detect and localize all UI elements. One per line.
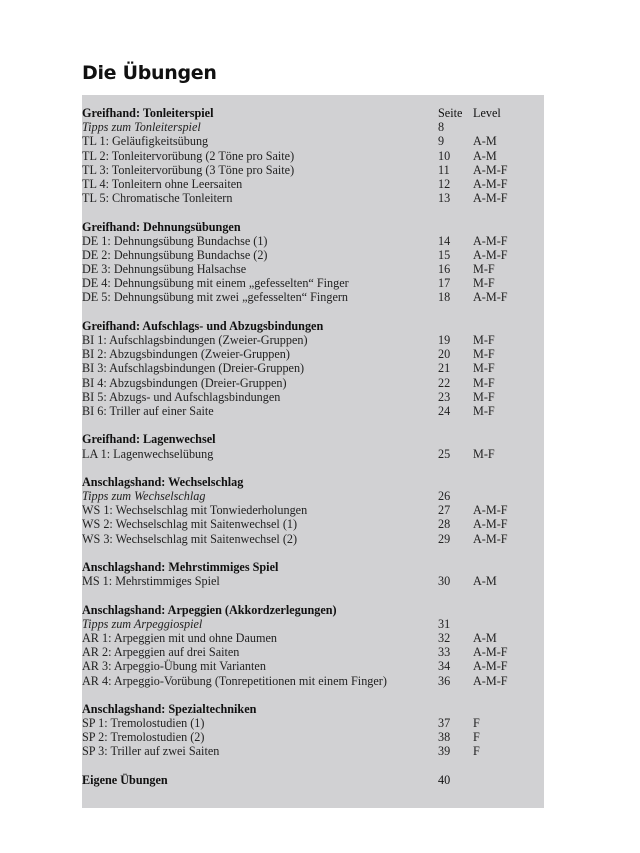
entry-title: SP 1: Tremolostudien (1) <box>82 716 205 731</box>
entry-page: 10 <box>438 148 451 163</box>
entry-title: Tipps zum Tonleiterspiel <box>82 120 201 135</box>
exercise-entry <box>82 659 522 673</box>
exercise-entry <box>82 517 522 531</box>
entry-title: AR 3: Arpeggio-Übung mit Varianten <box>82 659 266 674</box>
entry-page: 16 <box>438 262 451 277</box>
entry-level: M-F <box>473 403 495 418</box>
entry-level: A-M-F <box>473 517 508 532</box>
page-title: Die Übungen <box>82 62 217 84</box>
exercise-entry <box>82 262 522 276</box>
section-page-number: 40 <box>438 772 451 787</box>
section-heading <box>82 773 522 787</box>
entry-page: 27 <box>438 503 451 518</box>
entry-title: AR 2: Arpeggien auf drei Saiten <box>82 645 240 660</box>
section-spacer <box>82 688 522 702</box>
entry-title: TL 1: Geläufigkeitsübung <box>82 134 209 149</box>
exercise-entry <box>82 674 522 688</box>
section-heading <box>82 560 522 574</box>
entry-title: BI 5: Abzugs- und Aufschlagsbindungen <box>82 389 281 404</box>
exercise-entry <box>82 191 522 205</box>
entry-page: 23 <box>438 389 451 404</box>
exercise-entry <box>82 503 522 517</box>
entry-page: 12 <box>438 176 451 191</box>
entry-page: 24 <box>438 403 451 418</box>
entry-title: BI 1: Aufschlagsbindungen (Zweier-Gruppen) <box>82 333 308 347</box>
exercise-entry <box>82 404 522 418</box>
entry-page: 36 <box>438 673 451 688</box>
entry-page: 19 <box>438 333 451 347</box>
exercise-entry <box>82 248 522 262</box>
entry-level: A-M <box>473 574 497 589</box>
entry-page: 31 <box>438 616 451 631</box>
entry-page: 8 <box>438 120 445 135</box>
entry-title: DE 1: Dehnungsübung Bundachse (1) <box>82 233 268 248</box>
entry-level: F <box>473 744 480 759</box>
entry-page: 20 <box>438 347 451 362</box>
section-spacer <box>82 305 522 319</box>
section-spacer <box>82 759 522 773</box>
entry-level: M-F <box>473 446 495 461</box>
tips-entry <box>82 489 522 503</box>
entry-page: 39 <box>438 744 451 759</box>
entry-page: 28 <box>438 517 451 532</box>
entry-page: 11 <box>438 162 450 177</box>
entry-title: BI 6: Triller auf einer Saite <box>82 403 214 418</box>
entry-page: 14 <box>438 233 451 248</box>
exercise-entry <box>82 744 522 758</box>
section-spacer <box>82 588 522 602</box>
section-heading <box>82 106 522 120</box>
section-heading-label: Anschlagshand: Wechselschlag <box>82 474 244 489</box>
entry-page: 18 <box>438 290 451 305</box>
section-heading <box>82 319 522 333</box>
entry-level: A-M-F <box>473 290 508 305</box>
entry-title: BI 3: Aufschlagsbindungen (Dreier-Gruppen) <box>82 361 305 376</box>
section-heading-label: Greifhand: Tonleiterspiel <box>82 106 214 120</box>
exercise-entry <box>82 447 522 461</box>
entry-level: F <box>473 730 480 745</box>
exercise-entry <box>82 532 522 546</box>
entry-title: WS 3: Wechselschlag mit Saitenwechsel (2) <box>82 531 298 546</box>
entry-level: A-M-F <box>473 645 508 660</box>
entry-page: 38 <box>438 730 451 745</box>
entry-level: M-F <box>473 347 495 362</box>
entry-level: M-F <box>473 389 495 404</box>
entry-page: 13 <box>438 191 451 206</box>
exercise-entry <box>82 347 522 361</box>
entry-page: 34 <box>438 659 451 674</box>
entry-level: A-M <box>473 148 497 163</box>
exercise-entry <box>82 163 522 177</box>
entry-title: AR 1: Arpeggien mit und ohne Daumen <box>82 630 277 645</box>
entry-title: DE 5: Dehnungsübung mit zwei „gefesselten“ Fingern <box>82 290 349 305</box>
entry-level: A-M-F <box>473 673 508 688</box>
page-column-header: Seite <box>438 106 463 120</box>
entry-level: A-M-F <box>473 659 508 674</box>
entry-title: DE 3: Dehnungsübung Halsachse <box>82 262 247 277</box>
entry-title: MS 1: Mehrstimmiges Spiel <box>82 574 220 589</box>
entry-page: 9 <box>438 134 445 149</box>
entry-level: A-M-F <box>473 233 508 248</box>
entry-page: 33 <box>438 645 451 660</box>
entry-page: 15 <box>438 247 451 262</box>
tips-entry <box>82 120 522 134</box>
section-heading-label: Anschlagshand: Spezialtechniken <box>82 701 257 716</box>
exercise-entry <box>82 390 522 404</box>
entry-level: M-F <box>473 333 495 347</box>
section-heading-label: Greifhand: Dehnungsübungen <box>82 219 241 234</box>
entry-title: BI 2: Abzugsbindungen (Zweier-Gruppen) <box>82 347 290 362</box>
entry-page: 29 <box>438 531 451 546</box>
section-spacer <box>82 546 522 560</box>
exercise-entry <box>82 730 522 744</box>
entry-title: TL 5: Chromatische Tonleitern <box>82 191 233 206</box>
section-heading <box>82 432 522 446</box>
exercise-entry <box>82 376 522 390</box>
entry-level: A-M <box>473 630 497 645</box>
section-spacer <box>82 418 522 432</box>
section-heading <box>82 702 522 716</box>
entry-level: A-M <box>473 134 497 149</box>
entry-title: DE 4: Dehnungsübung mit einem „gefesselten“ Finger <box>82 276 349 291</box>
entry-title: WS 2: Wechselschlag mit Saitenwechsel (1) <box>82 517 298 532</box>
entry-level: M-F <box>473 262 495 277</box>
exercise-entry <box>82 645 522 659</box>
exercise-entry <box>82 574 522 588</box>
section-heading <box>82 603 522 617</box>
section-heading-label: Greifhand: Aufschlags- und Abzugsbindungen <box>82 318 324 333</box>
entry-page: 26 <box>438 489 451 504</box>
entry-title: TL 3: Tonleitervorübung (3 Töne pro Saite) <box>82 162 295 177</box>
entry-title: WS 1: Wechselschlag mit Tonwiederholungen <box>82 503 308 518</box>
entry-title: SP 3: Triller auf zwei Saiten <box>82 744 220 759</box>
entry-title: AR 4: Arpeggio-Vorübung (Tonrepetitionen mit einem Finger) <box>82 673 387 688</box>
section-heading-label: Anschlagshand: Arpeggien (Akkordzerlegungen) <box>82 602 337 617</box>
entry-page: 22 <box>438 375 451 390</box>
entry-title: TL 4: Tonleitern ohne Leersaiten <box>82 176 243 191</box>
tips-entry <box>82 617 522 631</box>
exercise-entry <box>82 149 522 163</box>
entry-page: 37 <box>438 716 451 731</box>
entry-page: 25 <box>438 446 451 461</box>
entry-page: 17 <box>438 276 451 291</box>
exercise-entry <box>82 134 522 148</box>
entry-level: F <box>473 716 480 731</box>
entry-title: Tipps zum Arpeggiospiel <box>82 616 203 631</box>
entry-level: A-M-F <box>473 176 508 191</box>
exercise-entry <box>82 333 522 347</box>
section-spacer <box>82 205 522 219</box>
exercise-entry <box>82 276 522 290</box>
entry-level: A-M-F <box>473 503 508 518</box>
entry-title: BI 4: Abzugsbindungen (Dreier-Gruppen) <box>82 375 287 390</box>
exercise-entry <box>82 234 522 248</box>
exercise-entry <box>82 631 522 645</box>
entry-level: A-M-F <box>473 162 508 177</box>
entry-title: DE 2: Dehnungsübung Bundachse (2) <box>82 247 268 262</box>
entry-page: 30 <box>438 574 451 589</box>
exercise-entry <box>82 177 522 191</box>
section-heading-label: Anschlagshand: Mehrstimmiges Spiel <box>82 560 279 574</box>
entry-level: M-F <box>473 361 495 376</box>
entry-level: A-M-F <box>473 531 508 546</box>
section-heading <box>82 475 522 489</box>
entry-page: 32 <box>438 630 451 645</box>
exercise-entry <box>82 290 522 304</box>
entry-title: SP 2: Tremolostudien (2) <box>82 730 205 745</box>
entry-title: TL 2: Tonleitervorübung (2 Töne pro Saite) <box>82 148 295 163</box>
entry-title: LA 1: Lagenwechselübung <box>82 446 214 461</box>
exercise-entry <box>82 361 522 375</box>
entry-level: A-M-F <box>473 191 508 206</box>
entry-level: M-F <box>473 375 495 390</box>
section-spacer <box>82 461 522 475</box>
section-heading <box>82 220 522 234</box>
entry-title: Tipps zum Wechselschlag <box>82 489 206 504</box>
section-heading-label: Greifhand: Lagenwechsel <box>82 432 216 447</box>
level-column-header: Level <box>473 106 501 120</box>
section-heading-label: Eigene Übungen <box>82 772 168 787</box>
entry-level: A-M-F <box>473 247 508 262</box>
entry-page: 21 <box>438 361 451 376</box>
entry-level: M-F <box>473 276 495 291</box>
exercise-list <box>82 106 522 787</box>
exercise-entry <box>82 716 522 730</box>
